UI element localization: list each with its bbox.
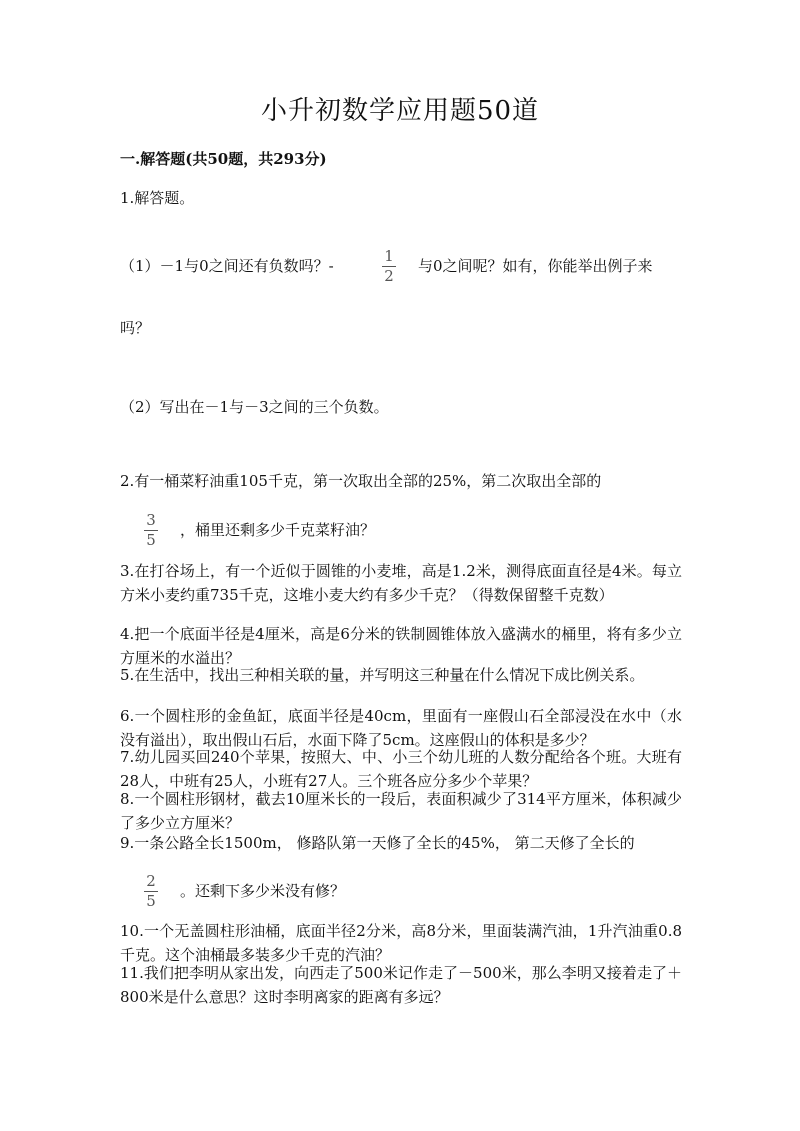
question-9-line1: 9.一条公路全长1500m， 修路队第一天修了全长的45%， 第二天修了全长的 (120, 834, 635, 852)
question-8: 8.一个圆柱形钢材，截去10厘米长的一段后，表面积减少了314平方厘米，体积减少了多少立方厘米？ (120, 790, 682, 832)
page-title: 小升初数学应用题50道 (260, 96, 540, 126)
question-2-line2: ，桶里还剩多少千克菜籽油？ (180, 521, 376, 539)
question-5: 5.在生活中，找出三种相关联的量，并写明这三种量在什么情况下成比例关系。 (120, 666, 645, 684)
fraction-numerator: 1 (384, 247, 394, 265)
question-11: 11.我们把李明从家出发，向西走了500米记作走了－500米，那么李明又接着走了＋800米是什么意思？这时李明离家的距离有多远？ (120, 964, 682, 1006)
section-heading: 一.解答题(共50题，共293分) (120, 150, 327, 168)
question-1-part1-end: 吗？ (120, 319, 151, 337)
fraction-three-fifths (141, 512, 161, 549)
fraction-two-fifths (141, 873, 161, 910)
fraction-denominator: 5 (146, 892, 156, 910)
question-9-line2: 。还剩下多少米没有修？ (180, 882, 346, 900)
question-1-part1-start: （1）－1与0之间还有负数吗？- (120, 257, 334, 275)
question-1-intro: 1.解答题。 (120, 189, 195, 207)
question-2-line1: 2.有一桶菜籽油重105千克，第一次取出全部的25%，第二次取出全部的 (120, 472, 602, 490)
fraction-numerator: 2 (146, 872, 156, 890)
fraction-denominator: 5 (146, 531, 156, 549)
question-6: 6.一个圆柱形的金鱼缸，底面半径是40cm，里面有一座假山石全部浸没在水中（水没有溢出），取出假山石后，水面下降了5cm。这座假山的体积是多少？ (120, 707, 682, 749)
question-3: 3.在打谷场上，有一个近似于圆锥的小麦堆，高是1.2米，测得底面直径是4米。每立方米小麦约重735千克，这堆小麦大约有多少千克？（得数保留整千克数） (120, 562, 682, 604)
fraction-denominator: 2 (384, 267, 394, 285)
question-1-part1-continue: 与0之间呢？如有，你能举出例子来 (418, 257, 653, 275)
question-4: 4.把一个底面半径是4厘米，高是6分米的铁制圆锥体放入盛满水的桶里，将有多少立方厘米的水溢出？ (120, 625, 682, 667)
question-1-part2: （2）写出在－1与－3之间的三个负数。 (120, 398, 389, 416)
question-7: 7.幼儿园买回240个苹果，按照大、中、小三个幼儿班的人数分配给各个班。大班有28人，中班有25人，小班有27人。三个班各应分多少个苹果？ (120, 748, 682, 790)
fraction-one-half (379, 248, 399, 285)
question-10: 10.一个无盖圆柱形油桶，底面半径2分米，高8分米，里面装满汽油，1升汽油重0.8千克。这个油桶最多装多少千克的汽油？ (120, 922, 682, 964)
fraction-numerator: 3 (146, 511, 156, 529)
